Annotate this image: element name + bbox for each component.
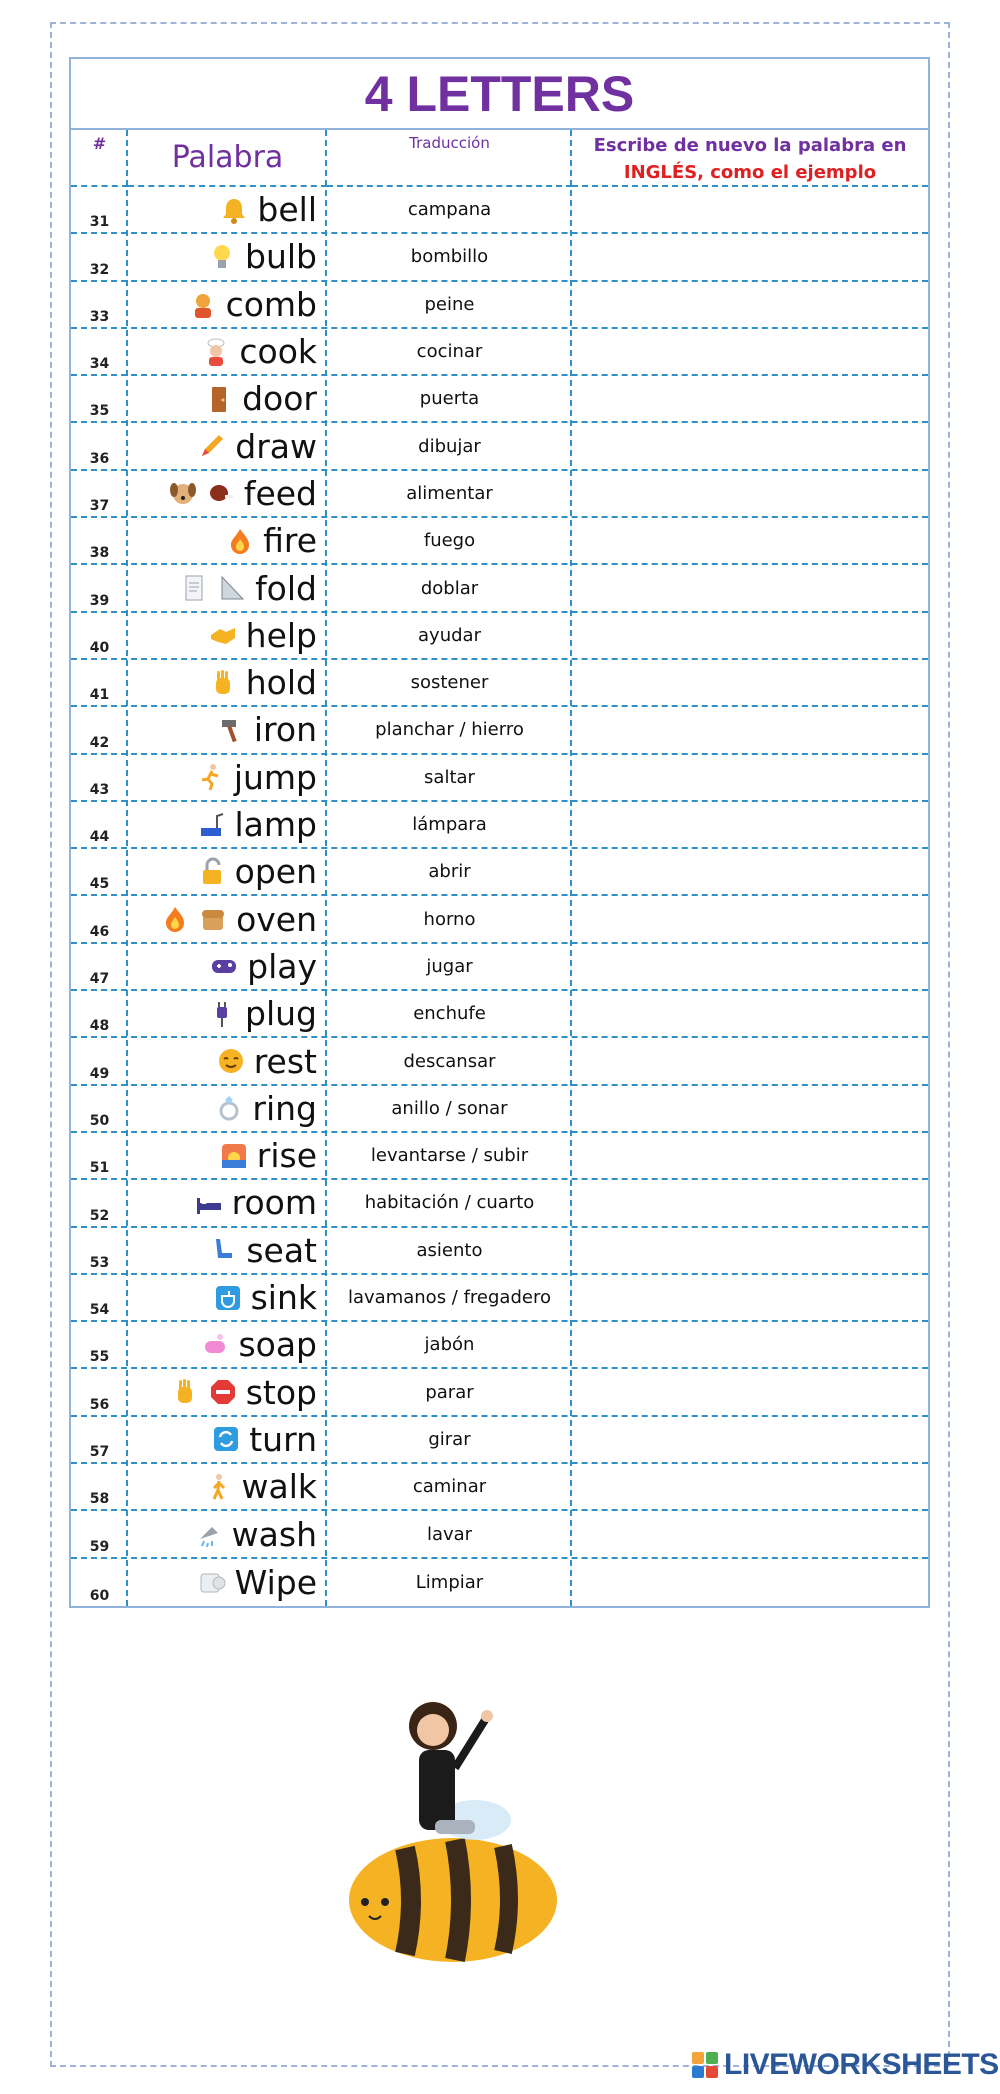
pencil-icon [197,430,227,462]
answer-field[interactable] [572,944,928,989]
spanish-translation: saltar [424,766,475,788]
answer-field[interactable] [572,1275,928,1320]
spanish-translation: Limpiar [415,1571,484,1593]
table-row [71,849,928,896]
english-word: room [231,1183,317,1223]
raised-hand-icon [208,667,238,699]
answer-field[interactable] [572,518,928,563]
english-word: wash [231,1514,317,1554]
answer-field[interactable] [572,1133,928,1178]
header-write-again [572,130,928,187]
table-row [71,282,928,329]
word-cell [128,1038,327,1083]
word-cell [128,376,327,421]
answer-field[interactable] [572,1322,928,1367]
word-cell [128,329,327,374]
sunrise-icon [219,1140,249,1172]
meat-icon [206,477,236,509]
answer-field[interactable] [572,1511,928,1556]
spanish-translation: alimentar [406,482,493,504]
spanish-translation: dibujar [418,435,481,457]
shower-icon [194,1518,224,1550]
running-person-icon [196,761,226,793]
table-row [71,1133,928,1180]
row-number: 39 [89,592,110,609]
row-number: 54 [89,1302,110,1319]
seat-icon [208,1234,238,1266]
english-word: comb [225,284,317,324]
word-cell [128,518,327,563]
bed-icon [194,1187,224,1219]
table-row [71,424,928,471]
row-number: 37 [89,498,110,515]
fire-icon [160,903,190,935]
spanish-translation: doblar [420,577,479,599]
english-word: fire [263,521,317,561]
table-row [71,897,928,944]
row-number: 32 [89,261,110,278]
row-number: 57 [89,1444,110,1461]
english-word: sink [250,1278,317,1318]
answer-field[interactable] [572,1228,928,1273]
answer-field[interactable] [572,802,928,847]
english-word: bulb [245,237,317,277]
spanish-translation: planchar / hierro [375,719,524,741]
row-number: 31 [89,214,110,231]
word-cell [128,1464,327,1509]
row-number: 49 [89,1065,110,1082]
spanish-translation: puerta [419,388,480,410]
dog-face-icon [168,477,198,509]
handshake-icon [208,619,238,651]
row-number: 53 [89,1254,110,1271]
word-cell [128,991,327,1036]
answer-field[interactable] [572,424,928,469]
spanish-translation: habitación / cuarto [364,1192,535,1214]
word-cell [128,471,327,516]
spanish-translation: bombillo [410,246,489,268]
row-number: 41 [89,687,110,704]
word-cell [128,755,327,800]
english-word: seat [246,1230,317,1270]
table-row [71,1464,928,1511]
english-word: open [234,852,317,892]
header-write-line2: como el ejemplo [704,162,877,183]
vocabulary-table [69,57,930,1608]
sink-icon [213,1282,243,1314]
hammer-icon [216,714,246,746]
door-icon [204,383,234,415]
answer-field[interactable] [572,471,928,516]
table-row [71,1322,928,1369]
spanish-translation: jabón [424,1334,475,1356]
table-row [71,329,928,376]
triangle-ruler-icon [217,572,247,604]
row-number: 43 [89,781,110,798]
answer-field[interactable] [572,1417,928,1462]
row-number: 58 [89,1491,110,1508]
page-title: 4 LETTERS [71,59,928,130]
word-cell [128,944,327,989]
table-row [71,1275,928,1322]
ring-icon [214,1092,244,1124]
english-word: rest [253,1041,317,1081]
english-word: cook [239,332,317,372]
answer-field[interactable] [572,376,928,421]
english-word: Wipe [234,1562,317,1602]
answer-field[interactable] [572,660,928,705]
row-number: 38 [89,545,110,562]
spanish-translation: caminar [412,1476,487,1498]
spanish-translation: peine [424,293,475,315]
english-word: stop [245,1372,317,1412]
english-word: feed [243,473,317,513]
raised-hand-icon [170,1376,200,1408]
english-word: oven [236,899,317,939]
spanish-translation: horno [423,908,476,930]
answer-field[interactable] [572,1038,928,1083]
table-row [71,471,928,518]
answer-field[interactable] [572,1370,928,1415]
word-cell [128,1133,327,1178]
spanish-translation: lámpara [412,814,487,836]
answer-field[interactable] [572,1559,928,1606]
answer-field[interactable] [572,1086,928,1131]
fire-icon [225,525,255,557]
table-row [71,1417,928,1464]
lamp-icon [197,809,227,841]
table-row [71,1038,928,1085]
spanish-translation: enchufe [413,1003,486,1025]
answer-field[interactable] [572,707,928,752]
table-row [71,707,928,754]
answer-field[interactable] [572,329,928,374]
table-row [71,991,928,1038]
spanish-translation: parar [425,1381,474,1403]
word-cell [128,802,327,847]
row-number: 47 [89,971,110,988]
word-cell [128,1370,327,1415]
word-cell [128,660,327,705]
row-number: 55 [89,1349,110,1366]
answer-field[interactable] [572,187,928,232]
table-row [71,1086,928,1133]
english-word: rise [256,1136,317,1176]
english-word: turn [249,1419,317,1459]
spanish-translation: cocinar [416,341,483,363]
spanish-translation: lavamanos / fregadero [348,1287,551,1309]
table-row [71,1228,928,1275]
word-cell [128,613,327,658]
word-cell [128,849,327,894]
english-word: fold [255,568,317,608]
row-number: 33 [89,308,110,325]
word-cell [128,424,327,469]
spanish-translation: ayudar [418,624,481,646]
walking-person-icon [204,1471,234,1503]
row-number: 45 [89,876,110,893]
english-word: walk [241,1467,317,1507]
table-row [71,802,928,849]
row-number: 59 [89,1538,110,1555]
spanish-translation: anillo / sonar [391,1097,508,1119]
table-row [71,1180,928,1227]
answer-field[interactable] [572,613,928,658]
word-cell [128,1275,327,1320]
spanish-translation: abrir [428,861,471,883]
header-translation: Traducción [327,130,572,187]
english-word: help [245,615,317,655]
answer-field[interactable] [572,991,928,1036]
answer-field[interactable] [572,1464,928,1509]
word-cell [128,897,327,942]
word-cell [128,1180,327,1225]
spanish-translation: sostener [410,672,489,694]
word-cell [128,1511,327,1556]
table-row [71,755,928,802]
answer-field[interactable] [572,1180,928,1225]
english-word: soap [238,1325,317,1365]
row-number: 34 [89,356,110,373]
row-number: 35 [89,403,110,420]
brand-name: LIVEWORKSHEETS [724,2048,999,2081]
row-number: 36 [89,450,110,467]
word-cell [128,234,327,279]
table-row [71,944,928,991]
answer-field[interactable] [572,755,928,800]
unlocked-icon [197,856,227,888]
answer-field[interactable] [572,897,928,942]
spanish-translation: campana [407,199,492,221]
bread-icon [198,903,228,935]
table-row [71,1511,928,1558]
english-word: draw [235,426,317,466]
row-number: 52 [89,1207,110,1224]
table-row [71,518,928,565]
row-number: 60 [89,1587,110,1604]
word-cell [128,565,327,610]
column-divider [570,130,572,1606]
soap-icon [200,1329,230,1361]
word-cell [128,1086,327,1131]
row-number: 46 [89,923,110,940]
row-number: 40 [89,639,110,656]
header-write-red: INGLÉS, [623,162,704,183]
word-cell [128,1559,327,1606]
english-word: hold [245,663,317,703]
answer-field[interactable] [572,282,928,327]
english-word: ring [252,1088,317,1128]
english-word: play [247,946,317,986]
column-divider [325,130,327,1606]
word-cell [128,1322,327,1367]
row-number: 42 [89,734,110,751]
plug-icon [207,998,237,1030]
spanish-translation: jugar [426,955,473,977]
table-row [71,1370,928,1417]
table-row [71,234,928,281]
relieved-face-icon [216,1045,246,1077]
page-icon [179,572,209,604]
haircut-person-icon [188,288,218,320]
english-word: iron [253,710,317,750]
table-row [71,187,928,234]
table-row [71,376,928,423]
row-number: 48 [89,1018,110,1035]
row-number: 44 [89,829,110,846]
column-divider [126,130,128,1606]
liveworksheets-logo [692,2048,999,2082]
row-number: 51 [89,1160,110,1177]
table-row [71,565,928,612]
row-number: 56 [89,1396,110,1413]
table-row [71,613,928,660]
english-word: plug [245,994,317,1034]
liveworksheets-mark-icon [692,2052,718,2078]
lightbulb-icon [207,241,237,273]
english-word: door [242,379,317,419]
spanish-translation: descansar [403,1050,496,1072]
english-word: lamp [234,805,317,845]
arrows-turn-icon [211,1423,241,1455]
table-row [71,1559,928,1606]
answer-field[interactable] [572,849,928,894]
header-word: Palabra [128,130,327,187]
cook-icon [201,336,231,368]
spanish-translation: girar [428,1428,471,1450]
row-number: 50 [89,1112,110,1129]
answer-field[interactable] [572,234,928,279]
word-cell [128,707,327,752]
toilet-paper-icon [197,1566,227,1598]
header-number: # [71,130,128,187]
answer-field[interactable] [572,565,928,610]
english-word: bell [257,190,317,230]
bell-icon [219,194,249,226]
word-cell [128,187,327,232]
bee-rider-illustration [335,1690,575,1970]
spanish-translation: lavar [426,1523,473,1545]
table-row [71,660,928,707]
english-word: jump [233,757,317,797]
spanish-translation: asiento [416,1239,483,1261]
game-controller-icon [209,950,239,982]
spanish-translation: levantarse / subir [370,1145,529,1167]
word-cell [128,1228,327,1273]
header-write-line1: Escribe de nuevo la palabra en [593,135,907,156]
word-cell [128,1417,327,1462]
spanish-translation: fuego [423,530,476,552]
word-cell [128,282,327,327]
stop-sign-icon [208,1376,238,1408]
